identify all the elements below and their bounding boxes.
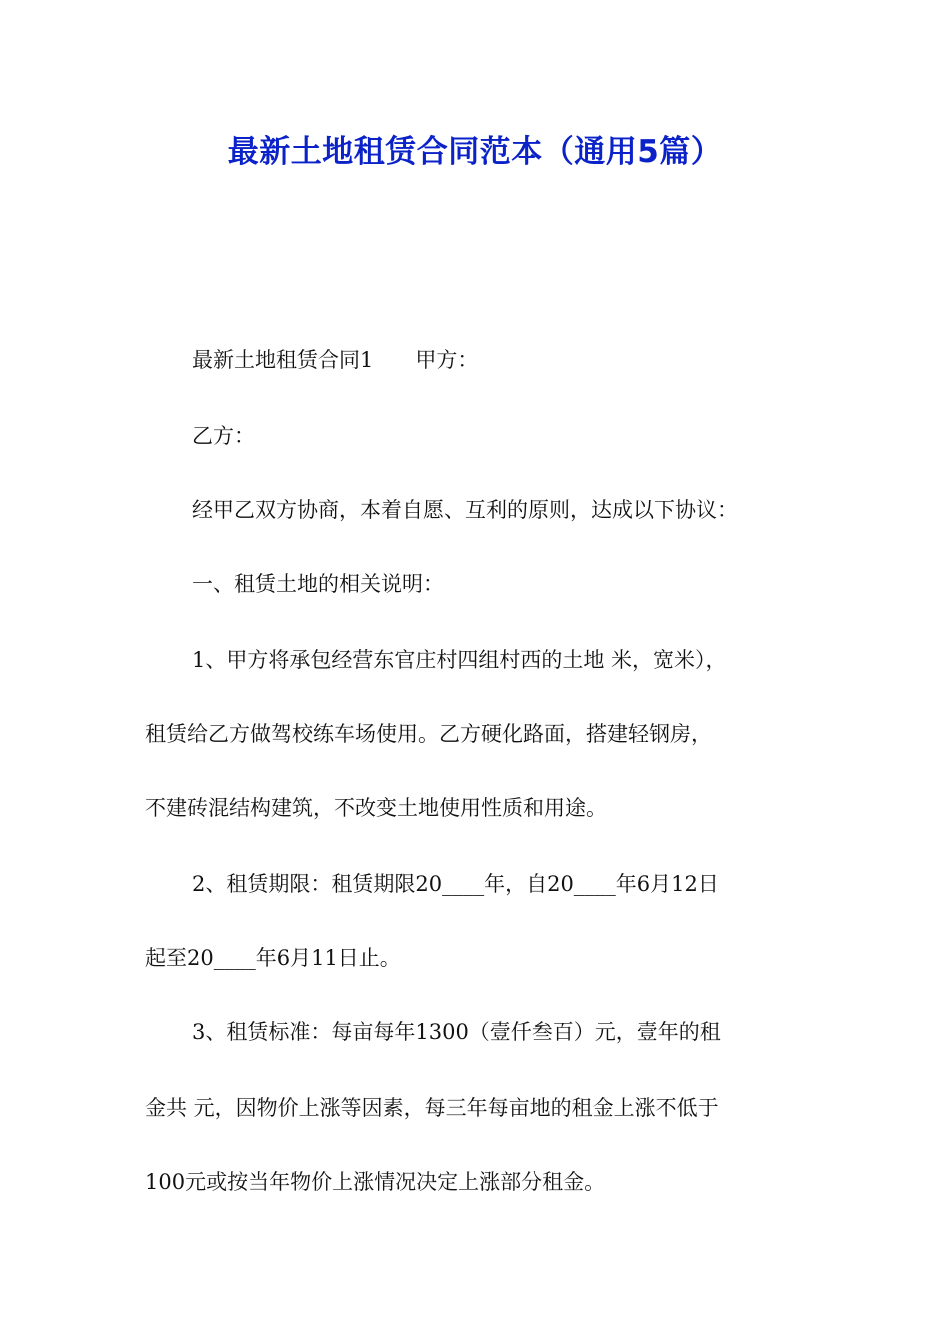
- clause-3-line-3: 100元或按当年物价上涨情况决定上涨部分租金。: [145, 1170, 606, 1194]
- clause-2-line-1: 2、租赁期限：租赁期限20____年，自20____年6月12日: [192, 872, 719, 896]
- document-title: 最新土地租赁合同范本（通用5篇）: [227, 134, 723, 170]
- clause-1-line-1: 1、甲方将承包经营东官庄村四组村西的土地 米，宽米），: [192, 648, 727, 672]
- agreement-intro-line: 经甲乙双方协商，本着自愿、互利的原则，达成以下协议：: [192, 498, 738, 522]
- clause-3-line-1: 3、租赁标准：每亩每年1300（壹仟叁百）元，壹年的租: [192, 1020, 721, 1044]
- section-one-heading: 一、租赁土地的相关说明：: [192, 572, 444, 596]
- clause-2-line-2: 起至20____年6月11日止。: [145, 946, 401, 970]
- clause-1-line-3: 不建砖混结构建筑，不改变土地使用性质和用途。: [145, 796, 607, 820]
- contract-heading-line: 最新土地租赁合同1 甲方：: [192, 348, 479, 372]
- clause-1-line-2: 租赁给乙方做驾校练车场使用。乙方硬化路面，搭建轻钢房，: [145, 722, 712, 746]
- party-b-line: 乙方：: [192, 424, 255, 448]
- clause-3-line-2: 金共 元，因物价上涨等因素，每三年每亩地的租金上涨不低于: [145, 1096, 719, 1120]
